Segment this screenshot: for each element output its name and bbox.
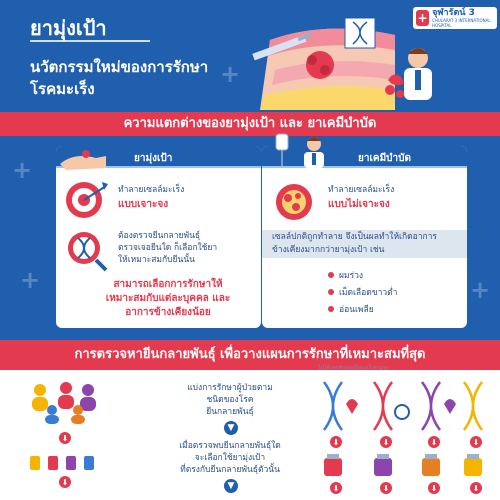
page-title: ยามุ่งเป้า (30, 16, 107, 40)
down-arrow-icon: ⬇ (428, 436, 440, 448)
step-arrow-icon: ▼ (224, 421, 238, 435)
targeted-kill-line: ทำลายเซลล์มะเร็ง (118, 185, 185, 195)
targeted-benefit-line-2: เหมาะสมกับแต่ละบุคคล และ (105, 293, 231, 304)
medicine-bottle-row-icon (318, 452, 488, 478)
subtitle-line-2: โรคมะเร็ง (30, 80, 95, 98)
step-2-line-1: เมื่อตรวจพบยีนกลายพันธุ์ใด (179, 441, 281, 451)
dna-magnifier-icon (64, 228, 108, 272)
step-1-line-2: ชนิดของโรค (206, 395, 254, 405)
plus-decoration-icon: + (20, 266, 41, 294)
section-title-comparison: ความแตกต่างของยามุ่งเป้า และ ยาเคมีบำบัด (0, 112, 500, 136)
hospital-logo (413, 7, 497, 29)
chemo-effect-item (328, 302, 374, 316)
plus-decoration-icon: + (12, 156, 33, 184)
page-subtitle (30, 56, 250, 100)
bullet-icon (328, 272, 334, 278)
bullet-icon (328, 306, 334, 312)
chemo-effect-label: อ่อนเพลีย (339, 305, 374, 315)
chemo-effect-item (328, 268, 363, 282)
step-1-text (150, 382, 310, 418)
down-arrow-icon: ⬇ (59, 432, 71, 444)
targeted-card-title: ยามุ่งเป้า (134, 153, 173, 164)
down-arrow-icon: ⬇ (330, 436, 342, 448)
chemo-kill-emphasis: แบบไม่เจาะจง (328, 199, 390, 210)
targeted-benefit (88, 278, 248, 320)
doctor-illustration-icon (380, 40, 450, 110)
title-underline (30, 40, 150, 42)
chemo-effect-label: เม็ดเลือดขาวต่ำ (339, 288, 398, 298)
down-arrow-icon: ⬇ (380, 436, 392, 448)
plus-decoration-icon: + (220, 60, 241, 88)
down-arrow-icon: ⬇ (428, 482, 440, 494)
section-title-gene-testing: การตรวจหายีนกลายพันธุ์ เพื่อวางแผนการรักษาที่เหมาะสมที่สุด (0, 340, 500, 370)
step-1-line-1: แบ่งการรักษาผู้ป่วยตาม (187, 383, 273, 393)
logo-sub: CHULARAT 3 INTERNATIONAL HOSPITAL (432, 17, 491, 28)
iv-drip-doctor-icon (270, 132, 340, 168)
targeted-check-line-2: ตรวจเจอยีนใด ก็เลือกใช้ยา (118, 243, 218, 253)
tissue-illustration-icon (250, 10, 400, 110)
targeted-benefit-line-3: อาการข้างเคียงน้อย (125, 307, 211, 318)
chemo-card-title: ยาเคมีบำบัด (358, 153, 411, 164)
step-2-line-3: ที่ตรงกับยีนกลายพันธุ์ตัวนั้น (180, 465, 280, 475)
target-icon (64, 178, 108, 222)
chemo-effect-item (328, 285, 397, 299)
down-arrow-icon: ⬇ (470, 436, 482, 448)
logo-cross-icon: + (417, 11, 428, 25)
chemotherapy-card (262, 146, 467, 328)
step-2-line-2: จะเลือกใช้ยามุ่งเป้า (194, 453, 266, 463)
plus-decoration-icon: + (470, 276, 491, 304)
step-arrow-icon: ▼ (224, 479, 238, 493)
targeted-benefit-line-1: สามารถเลือกการรักษาให้ (113, 279, 223, 290)
people-group-icon (26, 380, 106, 424)
hand-pill-icon (56, 146, 110, 172)
targeted-kill-emphasis: แบบเจาะจง (118, 199, 169, 210)
targeted-therapy-card (56, 146, 261, 328)
disclaimer-note: ไม่ได้บอกต้นเองเป็นมะเร็งตามนะ (318, 365, 390, 371)
chemo-kill-line: ทำลายเซลล์มะเร็ง (328, 185, 395, 195)
step-1-line-3: ยีนกลายพันธุ์ (206, 407, 254, 417)
chemo-effect-label: ผมร่วง (339, 271, 364, 281)
down-arrow-icon: ⬇ (380, 482, 392, 494)
subtitle-line-1: นวัตกรรมใหม่ของการรักษา (30, 58, 209, 76)
pill-row-icon (26, 452, 106, 472)
targeted-check-line-1: ต้องตรวจยีนกลายพันธุ์ (118, 231, 201, 241)
logo-name: จุฬารัตน์ 3 (432, 7, 475, 18)
down-arrow-icon: ⬇ (330, 482, 342, 494)
dna-ribbon-row-icon (318, 378, 488, 434)
chemo-side-line-2: ข้างเคียงมากกว่ายามุ่งเป้า เช่น (272, 245, 385, 255)
step-2-text (145, 440, 315, 476)
down-arrow-icon: ⬇ (470, 482, 482, 494)
chemo-side-line-1: เซลล์ปกติถูกทำลาย จึงเป็นผลทำให้เกิดอาการ (272, 232, 437, 242)
bullet-icon (328, 289, 334, 295)
targeted-check-line-3: ให้เหมาะสมกับยีนนั้น (118, 255, 195, 265)
down-arrow-icon: ⬇ (59, 476, 71, 488)
cancer-cells-icon (274, 182, 314, 222)
